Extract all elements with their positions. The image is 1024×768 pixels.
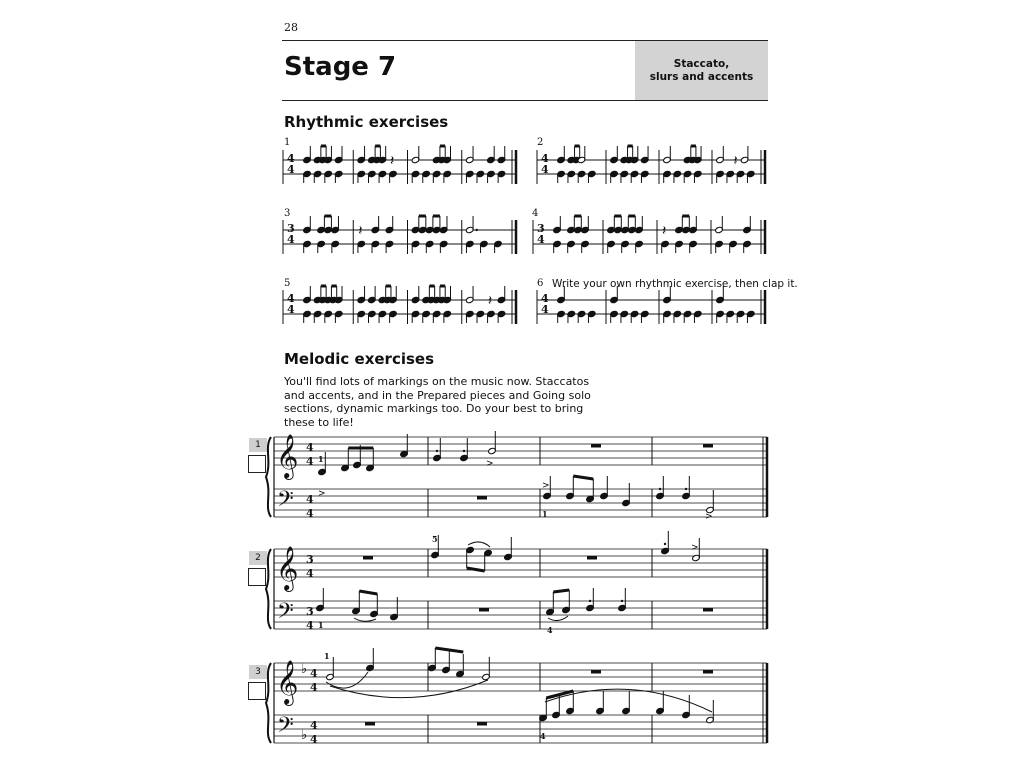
staccato-dot: [621, 600, 623, 602]
time-signature-bottom: 4: [287, 303, 295, 316]
rhythm-ex-number: 6: [537, 278, 544, 289]
staccato-dot: [664, 543, 666, 545]
brace: [266, 549, 271, 629]
rhythm-ex-number: 4: [532, 208, 539, 219]
staccato-dot: [659, 488, 661, 490]
quarter-rest: 𝄽: [733, 153, 738, 169]
staccato-dot: [685, 488, 687, 490]
time-signature-top: 3: [306, 553, 314, 566]
fingering: 4: [547, 625, 553, 635]
bass-clef: 𝄢: [277, 487, 294, 517]
exercise-number-label: 3: [249, 665, 267, 679]
accent-mark: >: [691, 543, 699, 553]
topic-line-2: slurs and accents: [649, 70, 754, 83]
time-signature-top: 4: [287, 152, 295, 165]
slur: [330, 680, 488, 698]
key-flat: ♭: [301, 728, 308, 743]
treble-clef: 𝄞: [276, 546, 299, 590]
beam: [435, 648, 463, 652]
fingering: 5: [432, 534, 438, 544]
melodic-intro-text: You'll find lots of markings on the music now. Staccatos and accents, and in the Prepared pieces and Going solo sections, dynamic markings too. Do your best to bring these to life!: [284, 375, 591, 429]
whole-rest: [703, 670, 713, 674]
brace: [266, 437, 271, 517]
rhythmic-exercises-title: Rhythmic exercises: [284, 113, 449, 131]
whole-rest: [363, 556, 373, 560]
accent-mark: >: [486, 459, 494, 469]
whole-rest: [477, 722, 487, 726]
staccato-dot: [463, 450, 465, 452]
fingering: 1: [324, 651, 330, 661]
fingering: 1: [318, 620, 324, 630]
time-signature-bottom: 4: [537, 233, 545, 246]
time-signature-bottom: 4: [287, 233, 295, 246]
fingering: 4: [540, 731, 546, 741]
key-flat: ♭: [301, 662, 308, 677]
whole-rest: [591, 444, 601, 448]
time-signature-bottom: 4: [306, 619, 314, 632]
rhythm-ex-number: 5: [284, 278, 291, 289]
beam: [553, 590, 569, 592]
time-signature-top: 4: [306, 441, 314, 454]
bass-clef: 𝄢: [277, 599, 294, 629]
time-signature-bottom: 4: [306, 567, 314, 580]
time-signature-bottom: 4: [541, 163, 549, 176]
beam: [573, 476, 593, 479]
time-signature-bottom: 4: [287, 163, 295, 176]
beam: [467, 568, 485, 571]
whole-rest: [477, 496, 487, 500]
accent-mark: >: [705, 512, 713, 522]
rhythm-ex-number: 2: [537, 137, 544, 148]
time-signature-bottom: 4: [306, 507, 314, 520]
whole-rest: [703, 608, 713, 612]
whole-rest: [591, 670, 601, 674]
time-signature-bottom: 4: [310, 733, 318, 746]
time-signature-top: 4: [287, 292, 295, 305]
topic-line-1: Staccato,: [673, 57, 730, 70]
treble-clef: 𝄞: [276, 434, 299, 478]
quarter-rest: 𝄽: [487, 293, 493, 309]
melodic-exercises-title: Melodic exercises: [284, 350, 435, 368]
time-signature-top: 4: [541, 292, 549, 305]
bass-clef: 𝄢: [277, 713, 294, 743]
staccato-dot: [589, 600, 591, 602]
beam: [359, 591, 377, 594]
brace: [266, 663, 271, 743]
whole-rest: [587, 556, 597, 560]
time-signature-top: 4: [310, 719, 318, 732]
slur: [354, 618, 376, 621]
accent-mark: >: [542, 481, 550, 491]
slur: [468, 542, 490, 547]
rhythm-ex-number: 3: [284, 208, 291, 219]
exercise-number-label: 2: [249, 551, 267, 565]
exercise-6-instruction: Write your own rhythmic exercise, then clap it.: [552, 278, 798, 290]
fingering: 1: [542, 509, 548, 519]
time-signature-top: 4: [541, 152, 549, 165]
stage-title: Stage 7: [284, 52, 397, 82]
slur: [548, 616, 568, 621]
whole-rest: [365, 722, 375, 726]
accent-mark: >: [318, 489, 326, 499]
time-signature-top: 4: [310, 667, 318, 680]
dot: [476, 229, 478, 231]
time-signature-top: 3: [287, 222, 295, 235]
quarter-rest: 𝄽: [358, 223, 363, 239]
fingering: 1: [318, 454, 324, 464]
staccato-dot: [436, 450, 438, 452]
time-signature-bottom: 4: [310, 681, 318, 694]
whole-rest: [703, 444, 713, 448]
whole-rest: [479, 608, 489, 612]
time-signature-top: 4: [306, 493, 314, 506]
time-signature-top: 3: [537, 222, 545, 235]
treble-clef: 𝄞: [276, 660, 299, 704]
quarter-rest: 𝄽: [389, 153, 395, 169]
exercise-number-label: 1: [249, 438, 267, 452]
quarter-rest: 𝄽: [662, 223, 667, 239]
time-signature-bottom: 4: [306, 455, 314, 468]
time-signature-top: 3: [306, 605, 314, 618]
rhythm-ex-number: 1: [284, 137, 291, 148]
time-signature-bottom: 4: [541, 303, 549, 316]
page-number: 28: [284, 21, 298, 34]
